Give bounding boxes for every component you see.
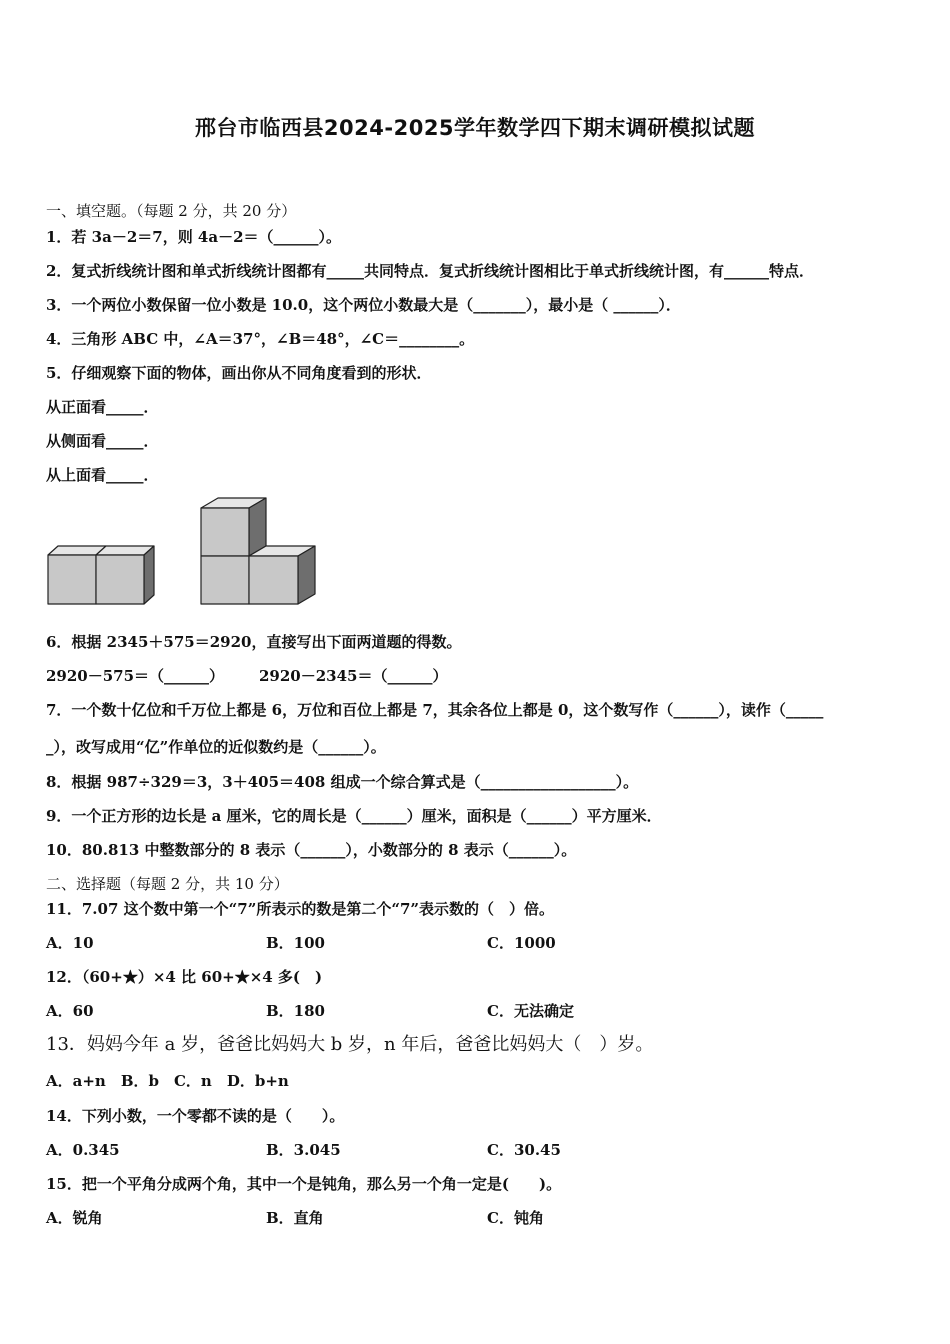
- question-12-option-a: A．60: [46, 1002, 94, 1020]
- question-15-option-b: B．直角: [266, 1209, 324, 1227]
- section-2-heading: 二、选择题（每题 2 分，共 10 分）: [46, 875, 289, 893]
- question-12: 12．（60+★）×4 比 60+★×4 多( ): [46, 968, 323, 986]
- page-title: 邢台市临西县2024-2025学年数学四下期末调研模拟试题: [194, 116, 756, 140]
- right-object: [201, 498, 315, 604]
- question-6: 6．根据 2345＋575＝2920，直接写出下面两道题的得数。: [46, 633, 462, 651]
- section-1-heading: 一、填空题。（每题 2 分，共 20 分）: [46, 202, 297, 220]
- left-object: [48, 546, 154, 604]
- question-4: 4．三角形 ABC 中，∠A＝37°，∠B＝48°，∠C＝________。: [46, 330, 475, 348]
- question-14-option-a: A．0.345: [46, 1141, 120, 1159]
- question-8: 8．根据 987÷329＝3，3＋405＝408 组成一个综合算式是（__________________）。: [46, 773, 639, 791]
- question-15-option-a: A．锐角: [46, 1209, 103, 1227]
- question-12-option-b: B．180: [266, 1002, 325, 1020]
- question-13: 13．妈妈今年 a 岁，爸爸比妈妈大 b 岁，n 年后，爸爸比妈妈大（ ）岁。: [46, 1034, 654, 1055]
- cube-figures: [40, 494, 330, 616]
- question-6-part-b: 2920－2345＝（______）: [259, 667, 448, 685]
- question-14-option-b: B．3.045: [266, 1141, 341, 1159]
- question-15-option-c: C．钝角: [487, 1209, 544, 1227]
- question-10: 10．80.813 中整数部分的 8 表示（______），小数部分的 8 表示（______）。: [46, 841, 577, 859]
- question-15: 15．把一个平角分成两个角，其中一个是钝角，那么另一个角一定是( )。: [46, 1175, 562, 1193]
- question-11-option-b: B．100: [266, 934, 325, 952]
- question-12-option-c: C．无法确定: [487, 1002, 574, 1020]
- question-2: 2．复式折线统计图和单式折线统计图都有_____共同特点．复式折线统计图相比于单式折线统计图，有______特点．: [46, 262, 814, 280]
- question-14-option-c: C．30.45: [487, 1141, 561, 1159]
- question-11-option-a: A．10: [46, 934, 94, 952]
- question-9: 9．一个正方形的边长是 a 厘米，它的周长是（______）厘米，面积是（______）平方厘米．: [46, 807, 662, 825]
- cube-drawing: [40, 494, 330, 612]
- question-5: 5．仔细观察下面的物体，画出你从不同角度看到的形状．: [46, 364, 432, 382]
- question-11: 11．7.07 这个数中第一个“7”所表示的数是第二个“7”表示数的（ ）倍。: [46, 900, 555, 918]
- question-5-top-view: 从上面看_____．: [46, 466, 159, 484]
- question-14: 14．下列小数，一个零都不读的是（ ）。: [46, 1107, 345, 1125]
- question-5-side-view: 从侧面看_____．: [46, 432, 159, 450]
- question-7-line-1: 7．一个数十亿位和千万位上都是 6，万位和百位上都是 7，其余各位上都是 0，这个数写作（______），读作（_____: [46, 701, 824, 719]
- question-5-front-view: 从正面看_____．: [46, 398, 159, 416]
- question-7-line-2: _），改写成用“亿”作单位的近似数约是（______）。: [46, 738, 386, 756]
- question-3: 3．一个两位小数保留一位小数是 10.0，这个两位小数最大是（_______），最小是（ ______）．: [46, 296, 681, 314]
- question-11-option-c: C．1000: [487, 934, 556, 952]
- question-6-part-a: 2920－575＝（______）: [46, 667, 225, 685]
- question-13-options: A．a+n B．b C．n D．b+n: [46, 1072, 289, 1090]
- question-1: 1．若 3a－2＝7，则 4a－2＝（______）。: [46, 228, 342, 246]
